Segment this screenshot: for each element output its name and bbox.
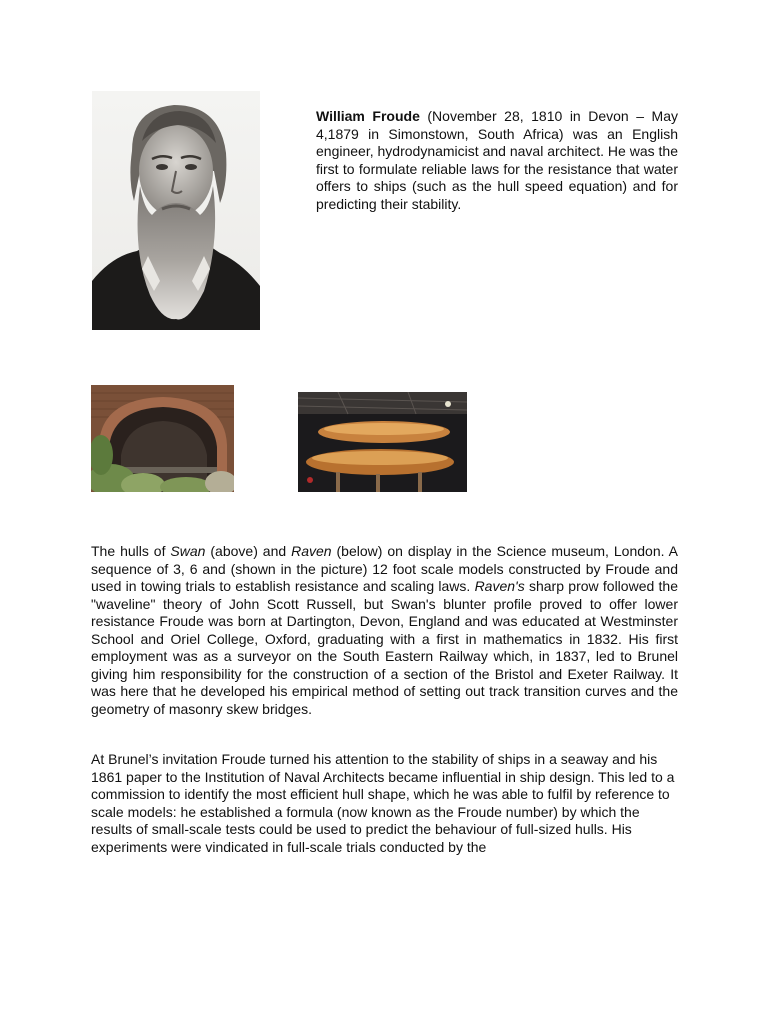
raven-name: Raven xyxy=(291,543,332,559)
swan-name: Swan xyxy=(170,543,206,559)
hulls-photo xyxy=(298,392,467,492)
para1-text-3: (below) on display in the Science museum, London. A sequence of 3, 6 and (shown in the picture) 12 foot scale models constructed by Froude and used in towing trials to establish resistance and scaling laws. xyxy=(91,543,678,594)
portrait-photo xyxy=(92,91,260,330)
intro-paragraph xyxy=(316,108,678,214)
para1-text-2: (above) and xyxy=(205,543,292,559)
person-name: William Froude xyxy=(316,108,420,124)
para1-text-4: sharp prow followed the "waveline" theory of John Scott Russell, but Swan's blunter profile proved to offer lower resistance Froude was born at Dartington, Devon, England and was educated at Westminster School and Oriel College, Oxford, graduating with a first in mathematics in 1832. His first employment was as a surveyor on the South Eastern Railway which, in 1837, led to Brunel giving him responsibility for the construction of a section of the Bristol and Exeter Railway. It was here that he developed his empirical method of setting out track transition curves and the geometry of masonry skew bridges. xyxy=(91,578,678,717)
body-paragraph-2: At Brunel’s invitation Froude turned his attention to the stability of ships in a seaway and his 1861 paper to the Institution of Naval Architects became influential in ship design. This led to a commission to identify the most efficient hull shape, which he was able to fulfil by reference to scale models: he established a formula (now known as the Froude number) by which the results of small-scale tests could be used to predict the behaviour of full-sized hulls. His experiments were vindicated in full-scale trials conducted by the xyxy=(91,751,675,855)
ravens-name: Raven's xyxy=(474,578,525,594)
arch-photo xyxy=(91,385,234,492)
para1-text-1: The hulls of xyxy=(91,543,171,559)
intro-text: (November 28, 1810 in Devon – May 4,1879 in Simonstown, South Africa) was an English engineer, hydrodynamicist and naval architect. He was the first to formulate reliable laws for the resistance that water offers to ships (such as the hull speed equation) and for predicting their stability. xyxy=(316,108,678,212)
body-paragraph-1 xyxy=(91,543,678,718)
